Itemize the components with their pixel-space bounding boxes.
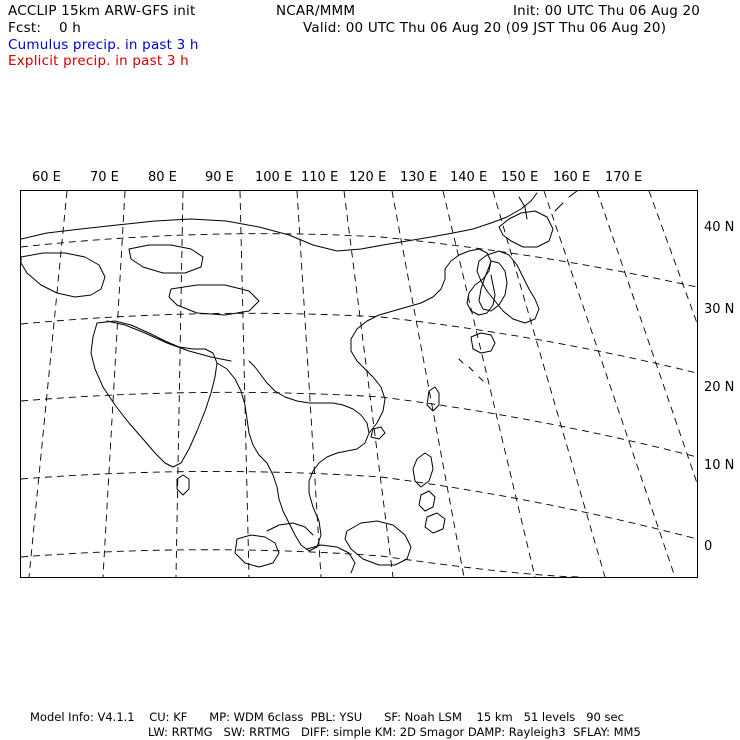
- x-tick-170E: 170 E: [605, 170, 643, 185]
- coast-sumatra: [307, 545, 355, 573]
- longitude-170E: [649, 191, 697, 323]
- map-canvas[interactable]: [21, 191, 697, 577]
- longitude-90E: [240, 191, 249, 577]
- x-axis-longitude-labels: [0, 170, 740, 188]
- ryukyu-3: [479, 377, 483, 381]
- latitude-0: [21, 550, 581, 577]
- header-valid-time: Valid: 00 UTC Thu 06 Aug 20 (09 JST Thu 06 Aug 20): [303, 20, 667, 36]
- footer-model-info-line2: LW: RRTMG SW: RRTMG DIFF: simple KM: 2D Smagor DAMP: Rayleigh3 SFLAY: MM5: [148, 725, 641, 739]
- longitude-110E: [344, 191, 393, 577]
- header: [0, 0, 740, 70]
- x-tick-70E: 70 E: [90, 170, 119, 185]
- coast-kuriles-1: [555, 203, 563, 211]
- x-tick-150E: 150 E: [501, 170, 539, 185]
- y-tick-10N: 10 N: [704, 458, 735, 473]
- coast-caspian-region: [21, 253, 105, 297]
- coast-sri-lanka: [177, 475, 189, 495]
- ryukyu-1: [459, 359, 463, 363]
- coast-mindanao: [425, 513, 445, 533]
- x-tick-90E: 90 E: [205, 170, 234, 185]
- footer: [0, 705, 740, 740]
- coast-north-asia: [21, 193, 537, 251]
- legend-cumulus-precip: Cumulus precip. in past 3 h: [8, 37, 199, 53]
- x-tick-110E: 110 E: [301, 170, 339, 185]
- x-tick-160E: 160 E: [553, 170, 591, 185]
- x-tick-130E: 130 E: [400, 170, 438, 185]
- header-init-time: Init: 00 UTC Thu 06 Aug 20: [513, 3, 701, 19]
- coast-indonesia-west: [235, 535, 279, 567]
- coast-luzon: [413, 453, 433, 487]
- x-tick-60E: 60 E: [32, 170, 61, 185]
- x-tick-120E: 120 E: [349, 170, 387, 185]
- longitude-60E: [29, 191, 67, 577]
- coast-hainan: [371, 427, 385, 439]
- longitude-80E: [176, 191, 183, 577]
- footer-model-info-line1: Model Info: V4.1.1 CU: KF MP: WDM 6class PBL: YSU SF: Noah LSM 15 km 51 levels 90 sec: [30, 710, 624, 724]
- ryukyu-2: [469, 367, 473, 371]
- y-tick-40N: 40 N: [704, 220, 735, 235]
- interior-basin-1: [129, 245, 203, 273]
- x-tick-100E: 100 E: [255, 170, 293, 185]
- header-center-agency: NCAR/MMM: [276, 3, 356, 19]
- y-tick-30N: 30 N: [704, 302, 735, 317]
- longitude-130E: [443, 191, 535, 577]
- coast-borneo: [345, 521, 411, 565]
- y-axis-latitude-labels: [700, 190, 740, 580]
- longitude-120E: [392, 191, 464, 577]
- longitude-140E: [493, 191, 605, 577]
- y-tick-0: 0: [704, 539, 713, 554]
- coast-shikoku-kyushu: [471, 333, 495, 353]
- header-forecast-hour: Fcst: 0 h: [8, 20, 82, 36]
- coast-himalaya-arc: [107, 321, 231, 361]
- coast-visayas: [419, 491, 435, 511]
- coast-myanmar-west: [217, 363, 267, 463]
- coastlines: [21, 191, 577, 573]
- x-tick-80E: 80 E: [148, 170, 177, 185]
- header-model-title: ACCLIP 15km ARW-GFS init: [8, 3, 196, 19]
- coast-honshu: [477, 251, 539, 323]
- longitude-70E: [103, 191, 125, 577]
- longitude-150E: [544, 191, 675, 577]
- longitude-160E: [597, 191, 697, 483]
- coast-bohai-korea: [445, 249, 495, 315]
- coast-kuriles-2: [569, 191, 577, 197]
- longitude-100E: [297, 191, 321, 577]
- interior-basin-2: [169, 285, 259, 315]
- coast-taiwan: [427, 387, 439, 411]
- y-tick-20N: 20 N: [704, 380, 735, 395]
- coast-india: [91, 321, 217, 467]
- map-plot-area[interactable]: [20, 190, 698, 578]
- legend-explicit-precip: Explicit precip. in past 3 h: [8, 53, 189, 69]
- latitude-10N: [21, 471, 697, 539]
- x-tick-140E: 140 E: [450, 170, 488, 185]
